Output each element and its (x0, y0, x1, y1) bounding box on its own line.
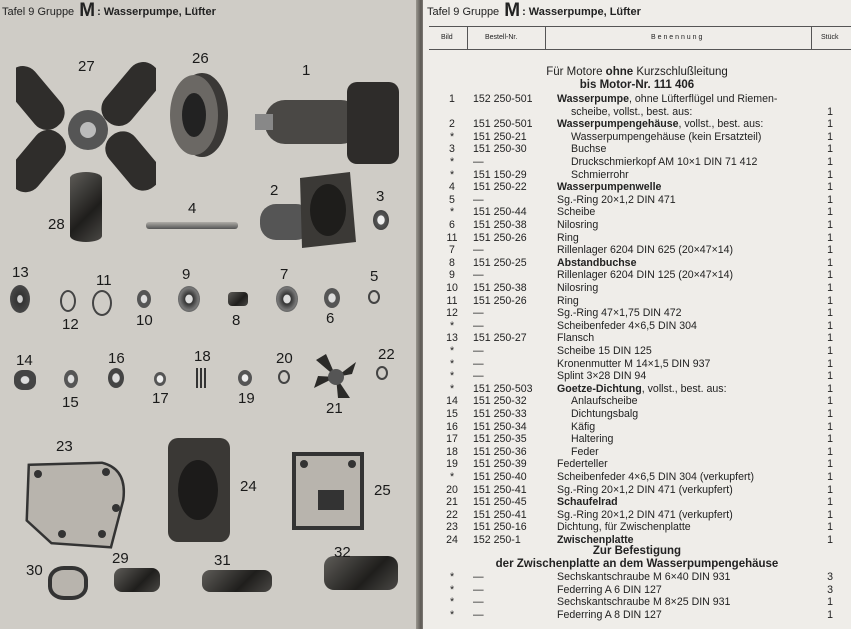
pulley-part (160, 70, 230, 160)
row-bestell-nr: — (473, 193, 484, 206)
row-benennung: Federteller (557, 458, 608, 471)
label-8: 8 (232, 312, 241, 329)
row-benennung: Scheibenfeder 4×6,5 DIN 304 (557, 319, 697, 332)
row-benennung: Sg.-Ring 20×1,2 DIN 471 (verkupfert) (557, 508, 733, 521)
table-row (423, 509, 851, 522)
retaining-ring-17-part (154, 372, 166, 386)
table-row (423, 571, 851, 584)
row-stueck: 1 (827, 521, 833, 534)
spring-plate-19-part (238, 370, 252, 386)
label-24: 24 (240, 478, 257, 495)
row-stueck: 1 (827, 244, 833, 257)
row-stueck: 1 (827, 319, 833, 332)
label-2: 2 (270, 182, 279, 199)
table-row (423, 244, 851, 257)
table-row (423, 93, 851, 106)
row-bestell-nr: 151 250-39 (473, 458, 527, 471)
row-bestell-nr: — (473, 357, 484, 370)
table-row (423, 219, 851, 232)
label-13: 13 (12, 264, 29, 281)
row-bestell-nr: 151 250-33 (473, 408, 527, 420)
row-benennung: Flansch (557, 332, 595, 345)
row-stueck: 1 (827, 294, 833, 307)
label-5: 5 (370, 268, 379, 285)
table-row (423, 408, 851, 421)
table-row (423, 169, 851, 182)
table-row (423, 257, 851, 270)
label-28: 28 (48, 216, 65, 233)
row-stueck: 1 (827, 219, 833, 231)
row-stueck: 1 (827, 168, 833, 181)
col-bild: Bild (441, 34, 453, 41)
row-stueck: 1 (827, 118, 833, 131)
label-11: 11 (96, 272, 112, 289)
row-bild: 1 (449, 93, 455, 105)
right-page-header: Tafel 9 Gruppe M : Wasserpumpe, Lüfter (427, 0, 641, 21)
row-benennung: Dichtung, für Zwischenplatte (557, 521, 691, 534)
row-bild: 4 (449, 181, 455, 194)
label-18: 18 (194, 348, 211, 365)
label-23: 23 (56, 438, 73, 455)
row-bestell-nr: 151 250-41 (473, 483, 527, 496)
row-bestell-nr: 151 250-22 (473, 181, 527, 194)
row-stueck: 3 (827, 571, 833, 583)
row-bild: 13 (446, 332, 458, 345)
label-7: 7 (280, 266, 289, 283)
row-bestell-nr: 151 250-34 (473, 420, 527, 433)
flange-part (10, 285, 30, 313)
row-bild: 18 (446, 445, 458, 458)
water-pump-assembly-part (255, 78, 405, 168)
row-bild: 8 (449, 256, 455, 269)
impeller-21-part (312, 352, 360, 402)
row-stueck: 1 (827, 433, 833, 446)
row-benennung: Ring (557, 231, 579, 244)
row-bild: 10 (446, 282, 458, 294)
left-page-header: Tafel 9 Gruppe M : Wasserpumpe, Lüfter (2, 0, 216, 21)
table-row (423, 383, 851, 396)
row-stueck: 1 (827, 408, 833, 420)
label-21: 21 (326, 400, 343, 417)
row-bestell-nr: — (473, 244, 484, 257)
gasket-23-part (22, 460, 132, 550)
row-stueck: 1 (827, 256, 833, 269)
bearing-7-part (276, 286, 298, 312)
row-benennung: Dichtungsbalg (571, 408, 639, 420)
row-benennung: Nilosring (557, 282, 599, 294)
section2-line-2: der Zwischenplatte an dem Wasserpumpengehäuse (495, 558, 779, 570)
table-row (423, 332, 851, 345)
label-20: 20 (276, 350, 293, 367)
row-benennung-rest: , vollst., best. aus: (678, 118, 764, 131)
table-row (423, 269, 851, 282)
row-benennung (557, 181, 661, 194)
row-stueck: 1 (827, 193, 833, 206)
table-row (423, 143, 851, 156)
row-stueck: 1 (827, 395, 833, 408)
row-stueck: 1 (827, 307, 833, 320)
row-benennung: Rillenlager 6204 DIN 125 (20×47×14) (557, 269, 734, 282)
table-row (423, 395, 851, 408)
pump-housing-part (258, 168, 358, 250)
label-9: 9 (182, 266, 191, 283)
row-stueck: 1 (827, 231, 833, 244)
row-bild: 2 (449, 118, 455, 131)
table-row (423, 584, 851, 597)
row-benennung: Sg.-Ring 20×1,2 DIN 471 (557, 193, 676, 206)
row-bestell-nr: 151 250-36 (473, 445, 527, 458)
circlip-5-part (368, 290, 380, 304)
table-row (423, 596, 851, 609)
row-bild: * (449, 206, 455, 219)
table-row (423, 471, 851, 484)
row-bestell-nr: 151 250-27 (473, 332, 527, 345)
label-19: 19 (238, 390, 255, 407)
row-bestell-nr: 151 250-25 (473, 256, 527, 269)
row-stueck: 1 (827, 156, 833, 168)
row-bestell-nr: 151 250-30 (473, 143, 527, 156)
row-stueck: 1 (827, 608, 833, 621)
circlip-20-part (278, 370, 290, 384)
label-1: 1 (302, 62, 311, 79)
row-stueck: 1 (827, 345, 833, 357)
table-row (423, 370, 851, 383)
label-15: 15 (62, 394, 79, 411)
row-benennung: Haltering (571, 433, 614, 446)
row-stueck: 1 (827, 420, 833, 433)
row-benennung: Sechskantschraube M 6×40 DIN 931 (557, 571, 731, 583)
intermediate-plate-24-part (162, 430, 238, 550)
row-benennung: Sechskantschraube M 8×25 DIN 931 (557, 596, 731, 609)
row-stueck: 1 (827, 471, 833, 483)
row-benennung: Feder (571, 445, 599, 458)
label-32: 32 (334, 544, 351, 561)
table-row (423, 458, 851, 471)
row-benennung: Scheibenfeder 4×6,5 DIN 304 (verkupfert) (557, 471, 754, 483)
row-benennung (557, 93, 777, 106)
row-benennung: Sg.-Ring 20×1,2 DIN 471 (verkupfert) (557, 483, 733, 496)
row-stueck: 1 (827, 534, 833, 546)
table-row (423, 194, 851, 207)
label-14: 14 (16, 352, 33, 369)
row-bild: * (449, 596, 455, 609)
table-row (423, 106, 851, 119)
row-bild: * (449, 608, 455, 621)
row-bestell-nr: 151 250-38 (473, 282, 527, 294)
row-benennung (557, 496, 618, 509)
seal-bellows-15-part (64, 370, 78, 388)
row-benennung: Anlaufscheibe (571, 395, 638, 408)
row-bild: 12 (446, 307, 458, 320)
label-17: 17 (152, 390, 169, 407)
row-benennung: Federring A 6 DIN 127 (557, 583, 662, 596)
row-bestell-nr: 151 250-45 (473, 496, 527, 509)
row-bestell-nr: 151 250-503 (473, 382, 533, 395)
row-stueck: 1 (827, 483, 833, 496)
label-29: 29 (112, 550, 129, 567)
row-bestell-nr: 151 250-21 (473, 130, 527, 143)
elbow-29-part (114, 568, 160, 592)
intro-line-2: bis Motor-Nr. 111 406 (579, 79, 695, 91)
bushing-part (373, 210, 389, 230)
row-bild: * (449, 382, 455, 395)
row-benennung-bold: Wasserpumpenwelle (557, 181, 662, 194)
col-divider (811, 26, 812, 49)
nilos-ring-10-part (137, 290, 151, 308)
gasket-25-part (290, 450, 366, 532)
col-stueck: Stück (821, 34, 839, 41)
label-10: 10 (136, 312, 153, 329)
bend-pipe-32-part (324, 556, 398, 590)
row-stueck: 1 (827, 332, 833, 345)
table-row (423, 156, 851, 169)
spacer-sleeve-8-part (228, 292, 248, 306)
row-bild: 11 (446, 231, 458, 244)
label-30: 30 (26, 562, 43, 579)
row-bestell-nr: 151 250-38 (473, 219, 527, 231)
row-benennung (557, 257, 636, 270)
table-row (423, 609, 851, 622)
table-row (423, 358, 851, 371)
row-benennung-rest: , ohne Lüfterflügel und Riemen- (629, 93, 778, 105)
row-benennung: Scheibe (557, 206, 596, 219)
label-31: 31 (214, 552, 231, 569)
label-4: 4 (188, 200, 197, 217)
row-stueck: 1 (827, 206, 833, 219)
row-bild: * (449, 168, 455, 181)
label-22: 22 (378, 346, 395, 363)
row-benennung-rest: , vollst., best. aus: (641, 382, 727, 395)
table-row (423, 484, 851, 497)
row-benennung (557, 118, 763, 131)
row-benennung-bold: Wasserpumpengehäuse (557, 118, 679, 131)
table-row (423, 446, 851, 459)
bearing-9-part (178, 286, 200, 312)
row-bestell-nr: — (473, 596, 484, 609)
row-bestell-nr: — (473, 307, 484, 320)
row-benennung: Buchse (571, 143, 607, 156)
table-row (423, 282, 851, 295)
row-bild: 6 (449, 219, 455, 231)
row-stueck: 1 (827, 357, 833, 370)
row-bild: 15 (446, 408, 458, 420)
row-benennung: scheibe, vollst., best. aus: (571, 105, 693, 118)
row-benennung-bold: Abstandbuchse (557, 256, 637, 269)
cage-16-part (108, 368, 124, 388)
tee-31-part (202, 570, 272, 592)
row-benennung-bold: Wasserpumpe (557, 93, 630, 105)
left-page-illustration (0, 0, 420, 629)
row-bestell-nr: 152 250-501 (473, 93, 533, 105)
row-stueck: 1 (827, 105, 833, 118)
col-bestell-nr: Bestell-Nr. (485, 34, 518, 41)
row-bild: 16 (446, 420, 458, 433)
row-bestell-nr: — (473, 608, 484, 621)
row-bestell-nr: 151 250-41 (473, 508, 527, 521)
row-bestell-nr: — (473, 345, 484, 357)
row-bestell-nr: 151 250-32 (473, 395, 527, 408)
row-benennung: Sg.-Ring 47×1,75 DIN 472 (557, 307, 682, 320)
row-bild: * (449, 319, 455, 332)
row-benennung: Wasserpumpengehäuse (kein Ersatzteil) (571, 130, 762, 143)
row-benennung: Federring A 8 DIN 127 (557, 608, 662, 621)
label-27: 27 (78, 58, 95, 75)
circlip-22-part (376, 366, 388, 380)
intro-line-1: Für Motore ohne Kurzschlußleitung (546, 66, 728, 78)
right-page-parts-list (423, 0, 851, 629)
col-benennung: B e n e n n u n g (651, 34, 703, 41)
table-row (423, 496, 851, 509)
row-bild: 11 (446, 294, 458, 307)
table-row (423, 181, 851, 194)
row-bestell-nr: — (473, 269, 484, 282)
table-row (423, 320, 851, 333)
row-bestell-nr: — (473, 319, 484, 332)
row-bild: 24 (446, 534, 458, 546)
circlip-12-part (60, 290, 76, 312)
label-16: 16 (108, 350, 125, 367)
row-bild: * (449, 471, 455, 483)
row-bestell-nr: 151 150-29 (473, 168, 527, 181)
row-stueck: 1 (827, 282, 833, 294)
row-bild: 22 (446, 508, 458, 521)
row-bild: * (449, 130, 455, 143)
label-6: 6 (326, 310, 335, 327)
row-stueck: 1 (827, 269, 833, 282)
row-benennung-bold: Zwischenplatte (557, 534, 634, 546)
row-benennung: Druckschmierkopf AM 10×1 DIN 71 412 (571, 156, 758, 168)
spring-18-part (196, 368, 208, 388)
row-bild: 21 (446, 496, 458, 509)
row-stueck: 1 (827, 382, 833, 395)
row-bild: 19 (446, 458, 458, 471)
row-benennung-bold: Goetze-Dichtung (557, 382, 642, 395)
row-bild: * (449, 583, 455, 596)
row-benennung: Kronenmutter M 14×1,5 DIN 937 (557, 357, 711, 370)
table-row (423, 307, 851, 320)
row-bild: * (449, 357, 455, 370)
row-benennung: Schmierrohr (571, 168, 629, 181)
row-bild: * (449, 345, 455, 357)
label-25: 25 (374, 482, 391, 499)
row-bild: 20 (446, 483, 458, 496)
row-bild: 7 (449, 244, 455, 257)
row-bestell-nr: 151 250-44 (473, 206, 527, 219)
ring-11-part (92, 290, 112, 316)
table-row (423, 295, 851, 308)
row-bild: 14 (446, 395, 458, 408)
row-bestell-nr: 151 250-40 (473, 471, 527, 483)
label-26: 26 (192, 50, 209, 67)
table-row (423, 421, 851, 434)
col-divider (467, 26, 468, 49)
row-bild: 17 (446, 433, 458, 446)
row-bild: 23 (446, 521, 458, 534)
row-bestell-nr: 151 250-26 (473, 294, 527, 307)
row-bild: * (449, 571, 455, 583)
table-row (423, 131, 851, 144)
label-3: 3 (376, 188, 385, 205)
table-row (423, 118, 851, 131)
label-12: 12 (62, 316, 79, 333)
row-benennung: Käfig (571, 420, 596, 433)
row-bild: * (449, 370, 455, 383)
row-bestell-nr: — (473, 370, 484, 383)
row-bestell-nr: 152 250-1 (473, 534, 521, 546)
row-stueck: 1 (827, 496, 833, 509)
row-benennung: Scheibe 15 DIN 125 (557, 345, 652, 357)
row-bestell-nr: 151 250-35 (473, 433, 527, 446)
row-stueck: 1 (827, 445, 833, 458)
row-bestell-nr: 151 250-16 (473, 521, 527, 534)
row-stueck: 1 (827, 143, 833, 156)
col-divider (545, 26, 546, 49)
row-stueck: 3 (827, 583, 833, 596)
row-bestell-nr: — (473, 156, 484, 168)
row-benennung-bold: Schaufelrad (557, 496, 618, 509)
row-stueck: 1 (827, 458, 833, 471)
row-bestell-nr: 151 250-501 (473, 118, 533, 131)
table-row (423, 232, 851, 245)
gasket-30-part (48, 566, 88, 600)
row-stueck: 1 (827, 508, 833, 521)
row-stueck: 1 (827, 130, 833, 143)
row-benennung: Nilosring (557, 219, 599, 231)
row-bestell-nr: — (473, 571, 484, 583)
thrust-washer-14-part (14, 370, 36, 390)
nilos-ring-6-part (324, 288, 340, 308)
row-stueck: 1 (827, 181, 833, 194)
spacer-cylinder-part (70, 172, 102, 242)
row-bild: 3 (449, 143, 455, 156)
row-benennung: Splint 3×28 DIN 94 (557, 370, 647, 383)
row-benennung (557, 383, 727, 396)
section2-line-1: Zur Befestigung (592, 545, 682, 557)
row-stueck: 1 (827, 370, 833, 383)
table-header (429, 26, 851, 50)
table-row (423, 433, 851, 446)
row-stueck: 1 (827, 596, 833, 609)
table-row (423, 206, 851, 219)
row-bild: 5 (449, 193, 455, 206)
table-row (423, 521, 851, 534)
pump-shaft-part (146, 222, 238, 229)
row-bestell-nr: 151 250-26 (473, 231, 527, 244)
row-benennung: Rillenlager 6204 DIN 625 (20×47×14) (557, 244, 734, 257)
row-bestell-nr: — (473, 583, 484, 596)
row-bild: * (449, 156, 455, 168)
row-bild: 9 (449, 269, 455, 282)
row-benennung: Ring (557, 294, 579, 307)
table-row (423, 345, 851, 358)
